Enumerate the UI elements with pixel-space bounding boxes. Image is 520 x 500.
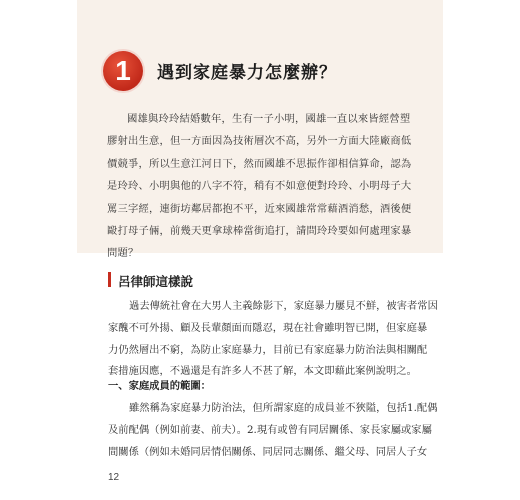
case-line: 國雄與玲玲結婚數年，生有一子小明，國雄一直以來皆經營塑 [127,113,411,125]
section-body [108,296,438,383]
page-number: 12 [108,472,120,483]
case-line: 膠射出生意，但一方面因為技術層次不高，另外一方面大陸廠商低 [107,135,412,148]
body-line: 家醜不可外揚、顧及長輩顏面而隱忍，現在社會雖明智已開，但家庭暴 [108,321,428,334]
case-line: 問題？ [107,247,139,260]
case-line: 是玲玲、小明與他的八字不符，稍有不如意便對玲玲、小明母子大 [107,180,412,193]
body-line: 雖然稱為家庭暴力防治法，但所謂家庭的成員並不狹隘，包括1.配偶 [129,402,438,414]
section-heading-text: 呂律師這樣說 [118,274,194,289]
subsection-body [108,398,438,463]
case-line: 罵三字經，連街坊鄰居都抱不平，近來國雄常常藉酒消愁，酒後便 [107,202,412,215]
subsection-heading: 一、家庭成員的範圍： [108,380,211,392]
body-line: 力仍然層出不窮，為防止家庭暴力，目前已有家庭暴力防治法與相關配 [108,343,428,356]
body-line: 間關係（例如未婚同居情侶關係、同居同志關係、繼父母、同居人子女 [108,445,428,458]
case-number-badge: 1 [103,51,143,91]
case-body [107,108,417,265]
body-line: 過去傳統社會在大男人主義餘影下，家庭暴力屢見不鮮，被害者常因 [129,300,438,312]
case-line: 毆打母子倆，前幾天更拿球棒當街追打，請問玲玲要如何處理家暴 [107,224,412,237]
body-line: 及前配偶（例如前妻、前夫）。2.現有或曾有同居關係、家長家屬或家屬 [108,423,432,436]
body-line: 套措施因應，不過還是有許多人不甚了解，本文即藉此案例說明之。 [108,365,417,378]
section-heading [108,272,193,290]
case-line: 價競爭，所以生意江河日下，然而國雄不思振作卻相信算命，認為 [107,157,412,170]
case-title: 遇到家庭暴力怎麼辦？ [157,63,337,83]
